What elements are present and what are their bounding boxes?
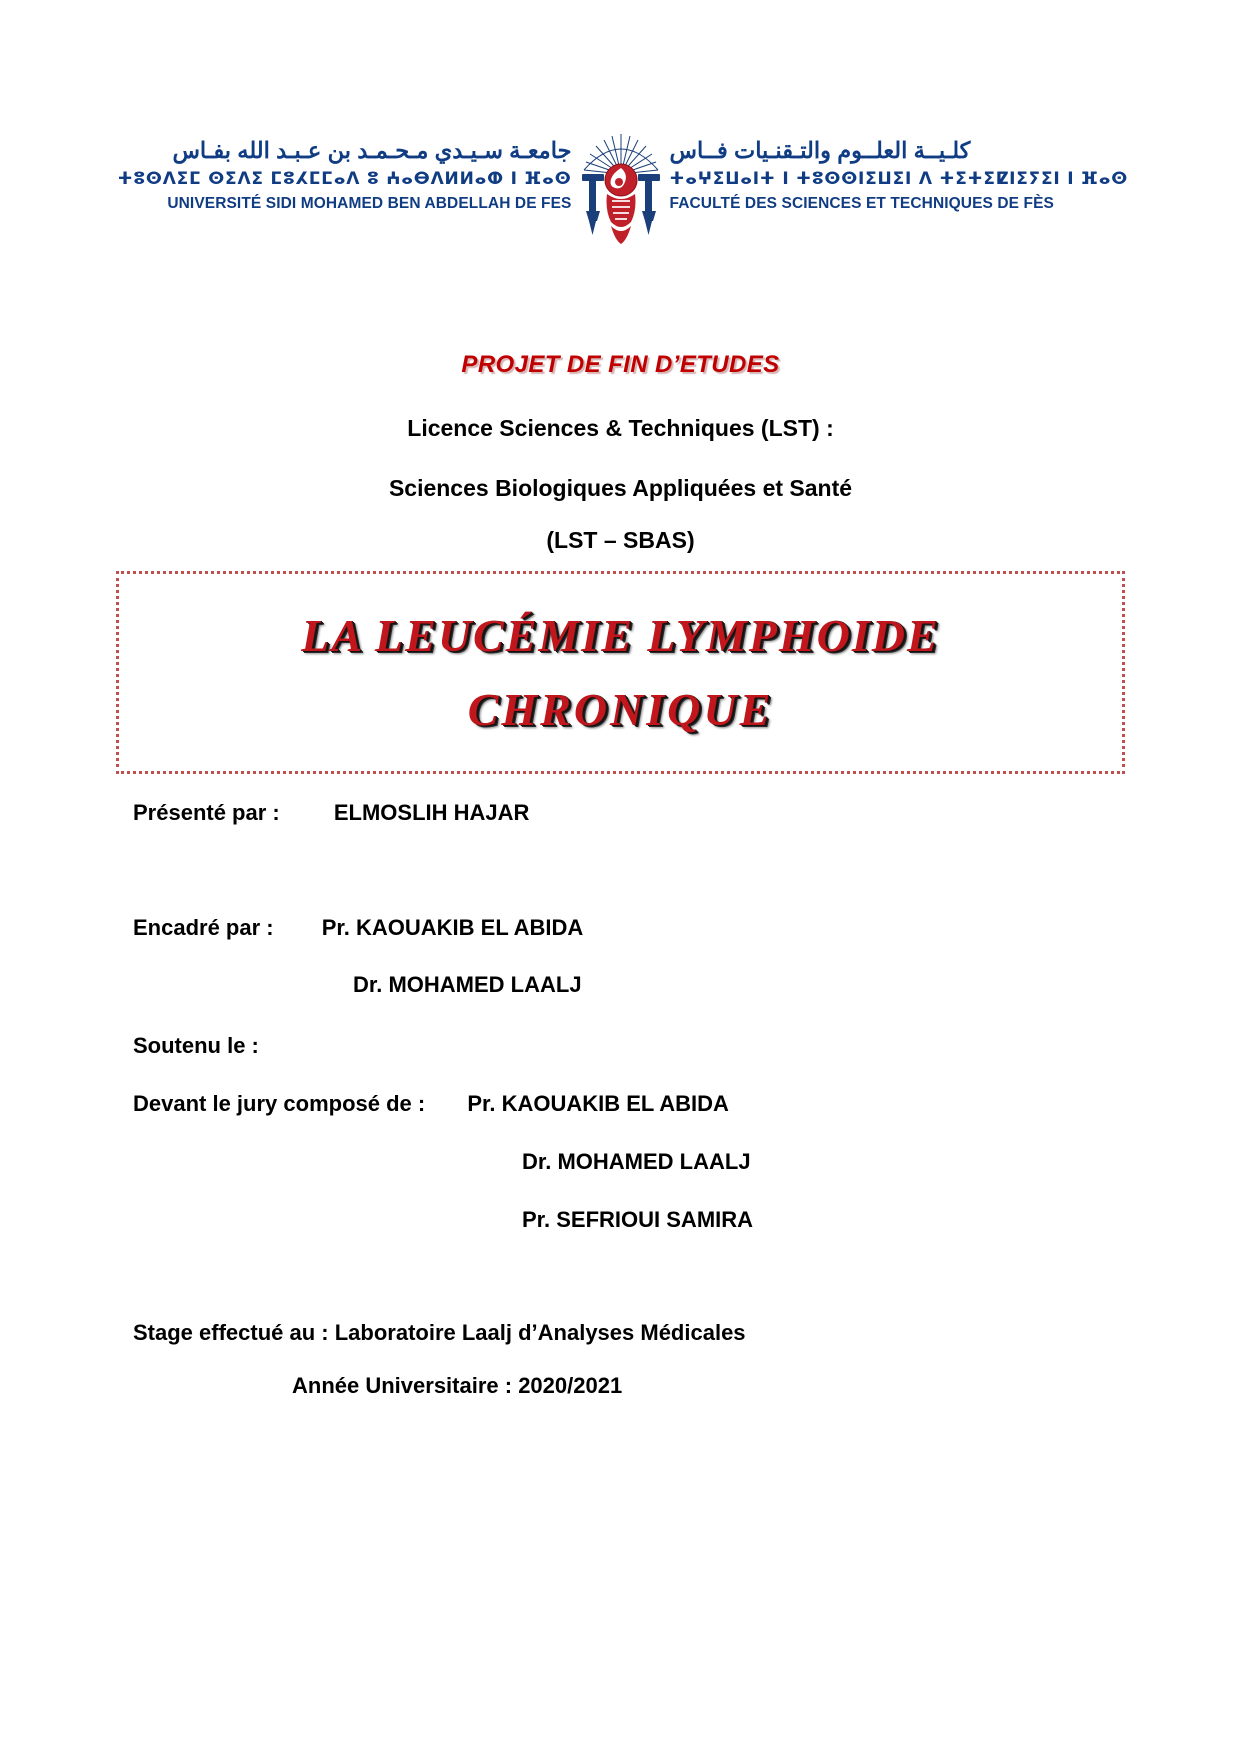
jury-member-2: Dr. MOHAMED LAALJ — [522, 1149, 751, 1174]
supervised-by-label: Encadré par : — [133, 915, 274, 940]
header-university-block — [117, 130, 572, 215]
academic-year: Année Universitaire : 2020/2021 — [292, 1373, 623, 1398]
thesis-title-box — [116, 571, 1125, 774]
university-name-tifinagh: ⵜⵓⵙⴷⵉⵎ ⵙⵉⴷⵉ ⵎⵓⵃⵎⵎⴰⴷ ⵓ ⵄⴰⴱⴷⵍⵍⴰⵀ ⵏ ⴼⴰⵙ — [117, 169, 572, 189]
degree-line-3: (LST – SBAS) — [546, 527, 695, 553]
presented-by-label: Présenté par : — [133, 800, 280, 825]
jury-row — [133, 1091, 729, 1117]
thesis-title-line-1: LA LEUCÉMIE LYMPHOIDE — [301, 609, 940, 661]
supervised-by-row — [133, 915, 583, 941]
supervised-by-value-1: Pr. KAOUAKIB EL ABIDA — [321, 915, 584, 940]
project-type-heading: PROJET DE FIN D’ETUDES — [461, 351, 780, 378]
presented-by-row — [133, 800, 529, 826]
defense-date-label: Soutenu le : — [133, 1033, 259, 1058]
university-name-arabic: جامعـة سـيـدي مـحـمـد بن عـبـد الله بفـاس — [172, 138, 572, 163]
jury-label: Devant le jury composé de : — [133, 1091, 426, 1116]
degree-line-1: Licence Sciences & Techniques (LST) : — [407, 415, 834, 441]
degree-line-2: Sciences Biologiques Appliquées et Santé — [388, 475, 853, 501]
thesis-title-line-2: CHRONIQUE — [467, 683, 774, 735]
jury-member-3: Pr. SEFRIOUI SAMIRA — [522, 1207, 754, 1232]
document-header — [0, 130, 1241, 250]
faculty-name-arabic: كلـيــة العلــوم والتـقنـيات فــاس — [669, 138, 971, 163]
internship-location: Stage effectué au : Laboratoire Laalj d’Analyses Médicales — [133, 1320, 746, 1345]
jury-member-1: Pr. KAOUAKIB EL ABIDA — [467, 1091, 729, 1116]
university-emblem-icon — [578, 130, 664, 248]
faculty-name-latin: FACULTÉ DES SCIENCES ET TECHNIQUES DE FÈS — [669, 195, 1054, 212]
presented-by-value: ELMOSLIH HAJAR — [333, 800, 530, 825]
header-faculty-block — [669, 130, 1129, 215]
supervised-by-value-2-row: Dr. MOHAMED LAALJ — [353, 972, 582, 997]
faculty-name-tifinagh: ⵜⴰⵖⵉⵡⴰⵏⵜ ⵏ ⵜⵓⵙⵙⵏⵉⵡⵉⵏ ⴷ ⵜⵉⵜⵉⵇⵏⵉⵢⵉⵏ ⵏ ⴼⴰⵙ — [669, 169, 1129, 189]
university-name-latin: UNIVERSITÉ SIDI MOHAMED BEN ABDELLAH DE FES — [167, 195, 572, 212]
